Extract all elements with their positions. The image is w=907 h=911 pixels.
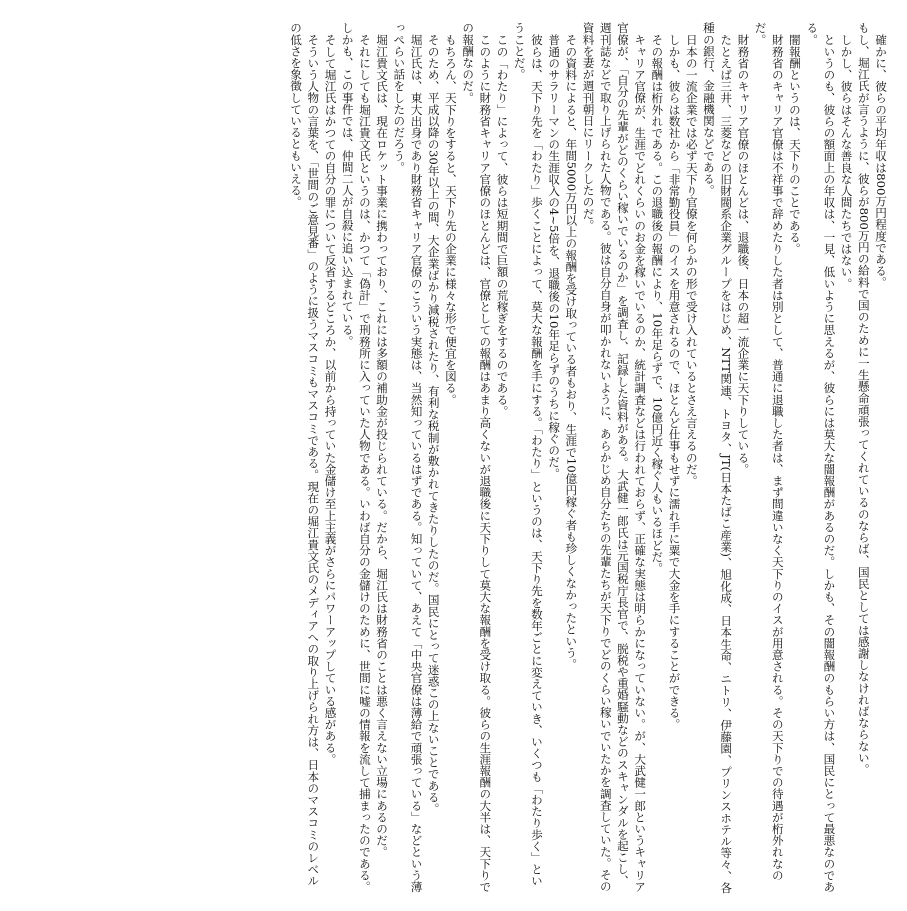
paragraph: もちろん、天下りをすると、天下り先の企業に様々な形で便宜を図る。	[443, 33, 458, 405]
paragraph: そういう人物の言葉を、「世間のご意見番」のように扱うマスコミもマスコミである。現在の堀江貴文氏のメディアへの取り上げられ方は、日本のマスコミのレベルの低さを象徴しているともいえる。	[289, 22, 321, 887]
paragraph: 闇報酬というのは、天下りのことである。	[787, 33, 802, 254]
paragraph: 財務省のキャリア官僚のほとんどは、退職後、日本の超一流企業に天下りしている。	[736, 33, 751, 475]
paragraph: それにしても堀江貴文氏というのは、かつて「偽計」で刑務所に入っていた人物である。いわば自分の金儲けのために、世間に嘘の情報を流して捕まったのである。しかも、この事件では、仲間二人が自殺に追い込まれている。	[340, 22, 372, 892]
paragraph: その報酬は桁外れである。この退職後の報酬により、10年足らずで、10億円近く稼ぐ人もいるほどだ。	[650, 33, 665, 574]
paragraph: 財務省のキャリア官僚は不祥事で辞めたりした者は別として、普通に退職した者は、まず間違いなく天下りのイスが用意される。その天下りでの待遇が桁外れなのだ。	[753, 22, 785, 881]
paragraph: 堀江氏は、東大出身であり財務省キャリア官僚のこういう実態は、当然知っているはずである。知っていて、あえて「中央官僚は薄給で頑張っている」などという薄っぺらい話をしたのだろう。	[392, 22, 424, 892]
paragraph: というのも、彼らの額面上の年収は、一見、低いように思えるが、彼らには莫大な闇報酬があるのだ。しかも、その闇報酬のもらい方は、国民にとって最悪なのである。	[805, 22, 837, 892]
paragraph: しかし、彼らはそんな善良な人間たちではない。	[839, 33, 854, 289]
paragraph: もし、堀江氏が言うように、彼らが800万円の給料で国のために一生懸命頑張ってくれているのならば、国民としては感謝しなければならない。	[856, 22, 871, 775]
paragraph: 日本の一流企業では必ず天下り官僚を何らかの形で受け入れているとさえ言えるのだ。	[684, 33, 699, 486]
paragraph: たとえば三井、三菱などの旧財閥系企業グループをはじめ、NTT関連、トヨタ、JT(日本たばこ産業)、旭化成、日本生命、ニトリ、伊藤園、プリンスホテル等々、各種の銀行、金融機関などである。	[701, 22, 734, 893]
paragraph: キャリア官僚が、生涯でどれくらいのお金を稼いでいるのか、統計調査などは行われておらず、正確な実態は明らかになっていない。が、大武健一郎というキャリア官僚が、「自分の先輩がどのくらい稼いでいるのか」を調査し、記録した資料がある。大武健一郎氏は元国税庁長官で、脱税や重婚騒動などのスキャンダルを起こし、週刊誌などで取り上げられた人物である。彼は自分自身が叩かれないように、あらかじめ自分たちの先輩たちが天下りでどのくらい稼いでいたかを調査していた。その資料を妻が週刊朝日にリークしたのだ。	[581, 22, 648, 892]
paragraph: 堀江貴文氏は、現在ロケット事業に携わっており、これには多額の補助金が投じられている。だから、堀江氏は財務省のことは悪く言えない立場にあるのだ。	[375, 33, 390, 858]
paragraph: その資料によると、年間5000万円以上の報酬を受け取っている者もおり、生涯で10億円稼ぐ者も珍しくなかったという。	[564, 33, 579, 670]
paragraph: 確かに、彼らの平均年収は800万円程度である。	[874, 33, 888, 288]
vertical-text-body	[287, 22, 889, 894]
paragraph: この「わたり」によって、彼らは短期間で巨額の荒稼ぎをするのである。	[495, 33, 510, 417]
paragraph: しかも、彼らは数社から「非常勤役員」のイスを用意されるので、ほとんど仕事もせずに濡れ手に粟で大金を手にすることができる。	[667, 33, 682, 730]
paragraph: そのため、平成以降の30年以上の間、大企業ばかり減税されたり、有利な税制が敷かれてきたりしたのだ。国民にとって迷惑この上ないことである。	[426, 33, 441, 814]
paragraph: 普通のサラリーマンの生涯収入の4~5倍を、退職後の10年足らずのうちに稼ぐのだ。	[547, 33, 562, 479]
paragraph: このように財務省キャリア官僚のほとんどは、官僚としての報酬はあまり高くないが退職後に天下りして莫大な報酬を受け取る。彼らの生涯報酬の大半は、天下りでの報酬なのだ。	[461, 22, 493, 892]
paragraph: そして堀江氏はかつての自分の罪について反省するどころか、以前から持っていた金儲け至上主義がさらにパワーアップしている感がある。	[323, 33, 338, 765]
paragraph: 彼らは、天下り先を「わたり」歩くことによって、莫大な報酬を手にする。「わたり」というのは、天下り先を数年ごとに変えていき、いくつも「わたり歩く」ということだ。	[512, 22, 544, 887]
